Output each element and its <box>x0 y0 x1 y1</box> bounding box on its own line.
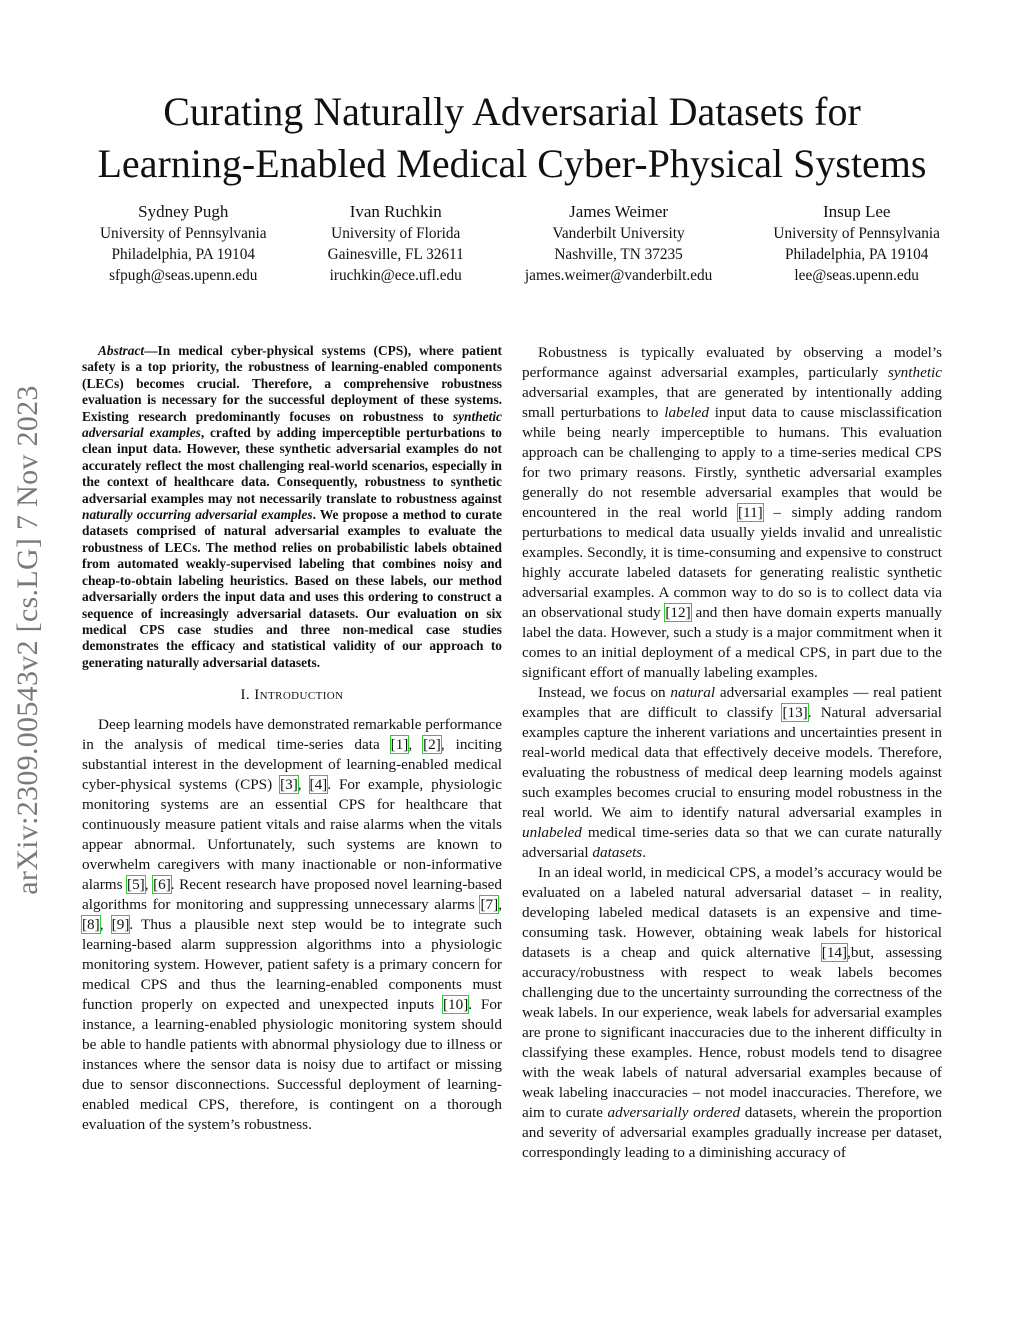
citation-link[interactable]: [8] <box>82 916 100 934</box>
section-title: Introduction <box>254 687 344 704</box>
title-line-1: Curating Naturally Adversarial Datasets for <box>163 89 861 134</box>
citation-link[interactable]: [5] <box>127 876 145 894</box>
author-block <box>328 201 464 286</box>
abstract: Abstract—In medical cyber-physical systems (CPS), where patient safety is a top priority, the robustness of learning-enabled components (LECs) becomes crucial. Therefore, a comprehensive robustness evaluation is necessary for the successful deployment of these systems. Existing research predominantly focuses on robustness to synthetic adversarial examples, crafted by adding imperceptible perturbations to clean input data. However, these synthetic adversarial examples do not accurately reflect the most challenging real-world scenarios, especially in the context of healthcare data. Consequently, robustness to synthetic adversarial examples may not necessarily translate to robustness against naturally occurring adversarial examples. We propose a method to curate datasets comprised of natural adversarial examples to evaluate the robustness of LECs. The method relies on probabilistic labels obtained from automated weakly-supervised labeling that combines noisy and cheap-to-obtain labeling heuristics. Based on these labels, our method adversarially orders the input data and uses this ordering to construct a sequence of increasingly adversarial datasets. Our evaluation on six medical CPS case studies and three non-medical case studies demonstrates the efficacy and statistical validity of our approach to generating naturally adversarial datasets. <box>82 343 502 670</box>
author-block <box>100 201 267 286</box>
citation-link[interactable]: [3] <box>280 776 298 794</box>
paper-title <box>60 86 964 190</box>
author-name: Sydney Pugh <box>138 202 229 221</box>
author-location: Philadelphia, PA 19104 <box>784 246 929 263</box>
body-paragraph: Instead, we focus on natural adversarial examples — real patient examples that are difficult to classify [13]. Natural adversarial examples capture the inherent variations and uncertainties present in real-world medical data that effectively deceive models. Therefore, evaluating the robustness of medical deep learning models against such examples becomes crucial to ensuring model robustness in the real world. We aim to identify natural adversarial examples in unlabeled medical time-series data so that we can curate naturally adversarial datasets. <box>522 684 943 861</box>
citation-link[interactable]: [9] <box>111 916 130 934</box>
citation-link[interactable]: [6] <box>153 876 171 894</box>
citation-link[interactable]: [14] <box>821 944 848 961</box>
author-email: james.weimer@vanderbilt.edu <box>524 267 713 284</box>
arxiv-identifier: arXiv:2309.00543v2 [cs.LG] 7 Nov 2023 <box>11 385 44 895</box>
right-column <box>522 343 942 1163</box>
author-location: Nashville, TN 37235 <box>554 246 683 263</box>
title-line-2: Learning-Enabled Medical Cyber-Physical Systems <box>97 141 927 186</box>
author-location: Gainesville, FL 32611 <box>327 246 464 263</box>
intro-paragraph: Deep learning models have demonstrated remarkable performance in the analysis of medical time-series data [1], [2], inciting substantial interest in the development of learning-enabled medical cyber-physical systems (CPS) [3], [4]. For example, physiologic monitoring systems are an essential CPS for healthcare that continuously measure patient vitals and raise alarms when the vitals appear abnormal. Unfortunately, such systems are known to overwhelm caregivers with many inactionable or non-informative alarms [5], [6]. Recent research have proposed novel learning-based algorithms for monitoring and suppressing unnecessary alarms [7], [8], [9]. Thus a plausible next step would be to integrate such learning-based alarm suppression algorithms into a physiologic monitoring system. However, patient safety is a primary concern for medical CPS and thus the learning-enabled components must function properly on expected and unexpected inputs [10]. For instance, a learning-enabled physiologic monitoring system should be able to handle patients with abnormal physiology due to illness or instances where the sensor data is noisy due to artifact or missing due to sensor disconnections. Successful deployment of learning-enabled medical CPS, therefore, is contingent on a thorough evaluation of the system’s robustness. <box>82 716 503 1134</box>
author-affiliation: University of Florida <box>331 225 461 242</box>
author-location: Philadelphia, PA 19104 <box>111 246 256 263</box>
citation-link[interactable]: [4] <box>309 776 328 794</box>
author-affiliation: Vanderbilt University <box>552 225 685 242</box>
body-paragraph: Robustness is typically evaluated by observing a model’s performance against adversarial examples, particularly synthetic adversarial examples, that are generated by intentionally adding small perturbations to labeled input data to cause misclassification while being nearly imperceptible to humans. This evaluation approach can be challenging to apply to a time-series medical CPS for two primary reasons. Firstly, synthetic adversarial examples generally do not resemble adversarial examples that would be encountered in the real world [11] – simply adding random perturbations to medical data usually yields invalid and unrealistic examples. Secondly, it is time-consuming and expensive to construct highly accurate labeled datasets for generating realistic synthetic adversarial examples. A common way to do so is to collect data via an observational study [12] and then have domain experts manually label the data. However, such a study is a major commitment when it comes to an initial deployment of a medical CPS, in part due to the significant effort of manually labeling examples. <box>522 344 942 681</box>
body-paragraph: In an ideal world, in medicical CPS, a model’s accuracy would be evaluated on a labeled natural adversarial dataset – in reality, developing labeled medical datasets is an expensive and time-consuming task. However, obtaining weak labels for historical datasets is a cheap and quick alternative [14],but, assessing accuracy/robustness with respect to weak labels becomes challenging due to the uncertainty surrounding the correctness of the weak labels. In our experience, weak labels for adversarial examples are prone to significant inaccuracies due to the inherent difficulty in classifying these examples. Hence, robust models tend to disagree with the weak labels of natural adversarial examples because of weak labeling inaccuracies – not model inaccuracies. Therefore, we aim to curate adversarially ordered datasets, wherein the proportion and severity of adversarial examples gradually increase per dataset, correspondingly leading to a diminishing accuracy of <box>522 864 943 1161</box>
citation-link[interactable]: [13] <box>782 704 808 721</box>
author-affiliation: University of Pennsylvania <box>773 225 940 242</box>
author-affiliation: University of Pennsylvania <box>100 225 267 242</box>
author-block <box>773 201 940 286</box>
citation-link[interactable]: [10] <box>442 996 469 1014</box>
author-email: sfpugh@seas.upenn.edu <box>109 267 258 284</box>
citation-link[interactable]: [2] <box>423 736 441 754</box>
left-column <box>82 343 502 1135</box>
citation-link[interactable]: [11] <box>737 504 763 521</box>
citation-link[interactable]: [7] <box>480 896 499 914</box>
author-name: Insup Lee <box>822 202 891 221</box>
citation-link[interactable]: [12] <box>665 604 691 621</box>
author-name: James Weimer <box>569 202 669 221</box>
abstract-label: Abstract <box>98 343 145 358</box>
author-name: Ivan Ruchkin <box>349 202 442 221</box>
author-email: lee@seas.upenn.edu <box>794 267 919 284</box>
author-email: iruchkin@ece.ufl.edu <box>329 267 462 284</box>
citation-link[interactable]: [1] <box>390 736 409 754</box>
author-list <box>100 201 940 286</box>
author-block <box>525 201 712 286</box>
section-heading: I. Introduction <box>240 687 344 704</box>
